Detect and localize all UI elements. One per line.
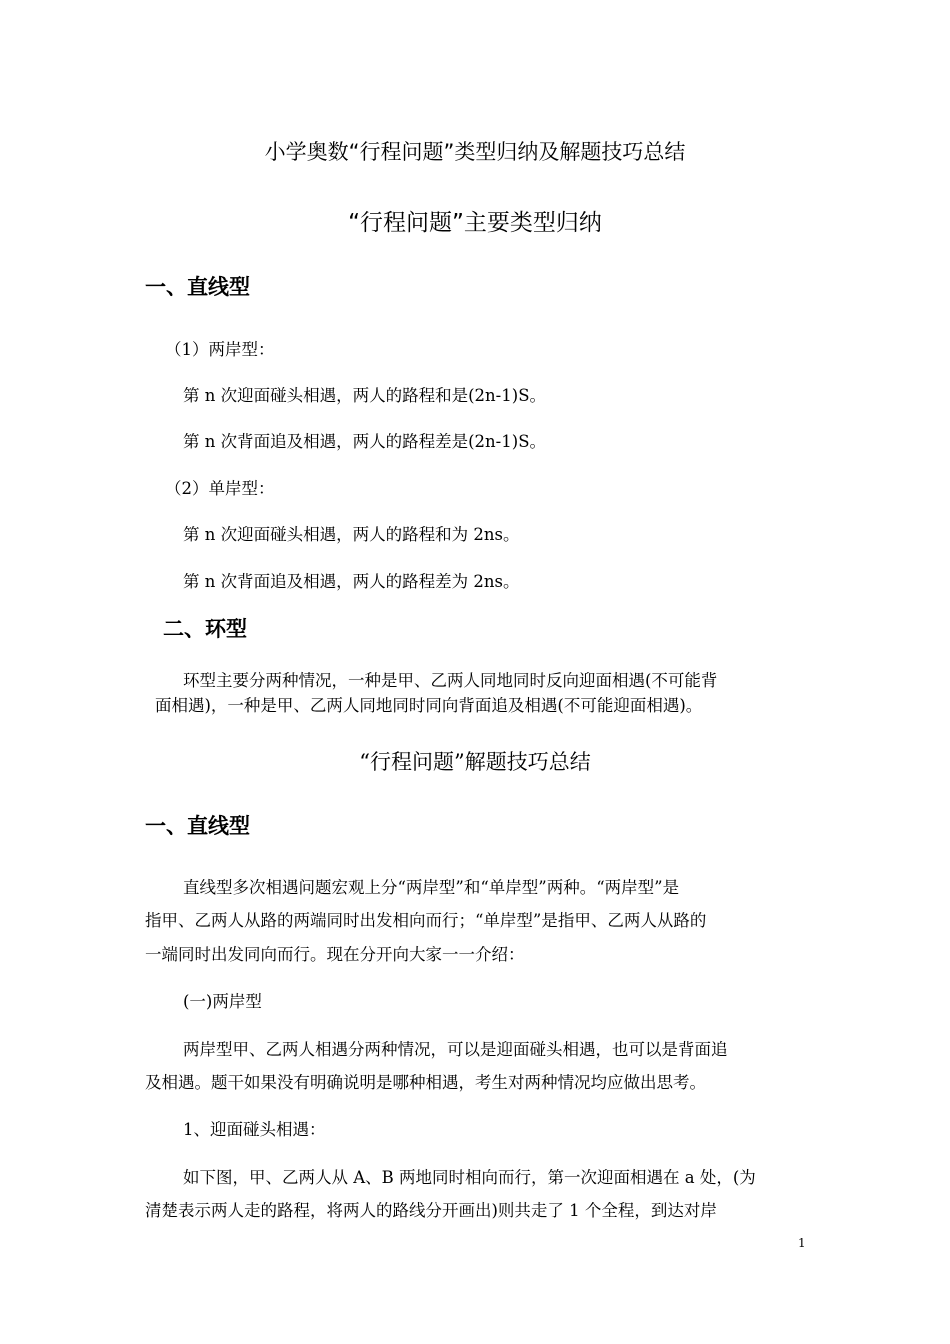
page-number: 1 bbox=[798, 1236, 806, 1250]
item-single-bank-label: （2）单岸型： bbox=[165, 479, 275, 498]
item-two-bank-line-1: 第 n 次迎面碰头相遇，两人的路程和是(2n-1)S。 bbox=[183, 386, 546, 405]
two-bank-paragraph-line-2: 及相遇。题干如果没有明确说明是哪种相遇，考生对两种情况均应做出思考。 bbox=[145, 1073, 706, 1092]
intro-line-1: 直线型多次相遇问题宏观上分“两岸型”和“单岸型”两种。“两岸型”是 bbox=[183, 878, 680, 897]
case-head-on-line-1: 如下图，甲、乙两人从 A、B 两地同时相向而行，第一次迎面相遇在 a 处，(为 bbox=[183, 1168, 756, 1187]
item-single-bank-line-1: 第 n 次迎面碰头相遇，两人的路程和为 2ns。 bbox=[183, 525, 520, 544]
heading-straight-line-tips: 一、直线型 bbox=[145, 814, 250, 838]
ring-paragraph-line-1: 环型主要分两种情况，一种是甲、乙两人同地同时反向迎面相遇(不可能背 bbox=[183, 671, 718, 690]
item-two-bank-line-2: 第 n 次背面追及相遇，两人的路程差是(2n-1)S。 bbox=[183, 432, 546, 451]
ring-paragraph-line-2: 面相遇)，一种是甲、乙两人同地同时同向背面追及相遇(不可能迎面相遇)。 bbox=[155, 696, 703, 715]
item-single-bank-line-2: 第 n 次背面追及相遇，两人的路程差为 2ns。 bbox=[183, 572, 520, 591]
intro-line-2: 指甲、乙两人从路的两端同时出发相向而行；“单岸型”是指甲、乙两人从路的 bbox=[145, 911, 707, 930]
item-two-bank-label: （1）两岸型： bbox=[165, 340, 275, 359]
heading-straight-line-types: 一、直线型 bbox=[145, 275, 250, 299]
section-title-types: “行程问题”主要类型归纳 bbox=[348, 210, 602, 236]
subsection-two-bank-label: (一)两岸型 bbox=[183, 992, 262, 1011]
case-head-on-line-2: 清楚表示两人走的路程，将两人的路线分开画出)则共走了 1 个全程，到达对岸 bbox=[145, 1201, 717, 1220]
two-bank-paragraph-line-1: 两岸型甲、乙两人相遇分两种情况，可以是迎面碰头相遇，也可以是背面追 bbox=[183, 1040, 728, 1059]
case-head-on-label: 1、迎面碰头相遇： bbox=[183, 1120, 326, 1139]
intro-line-3: 一端同时出发同向而行。现在分开向大家一一介绍： bbox=[145, 945, 525, 964]
document-title: 小学奥数“行程问题”类型归纳及解题技巧总结 bbox=[264, 140, 686, 164]
section-title-tips: “行程问题”解题技巧总结 bbox=[359, 750, 591, 774]
heading-ring-type: 二、环型 bbox=[163, 617, 247, 641]
